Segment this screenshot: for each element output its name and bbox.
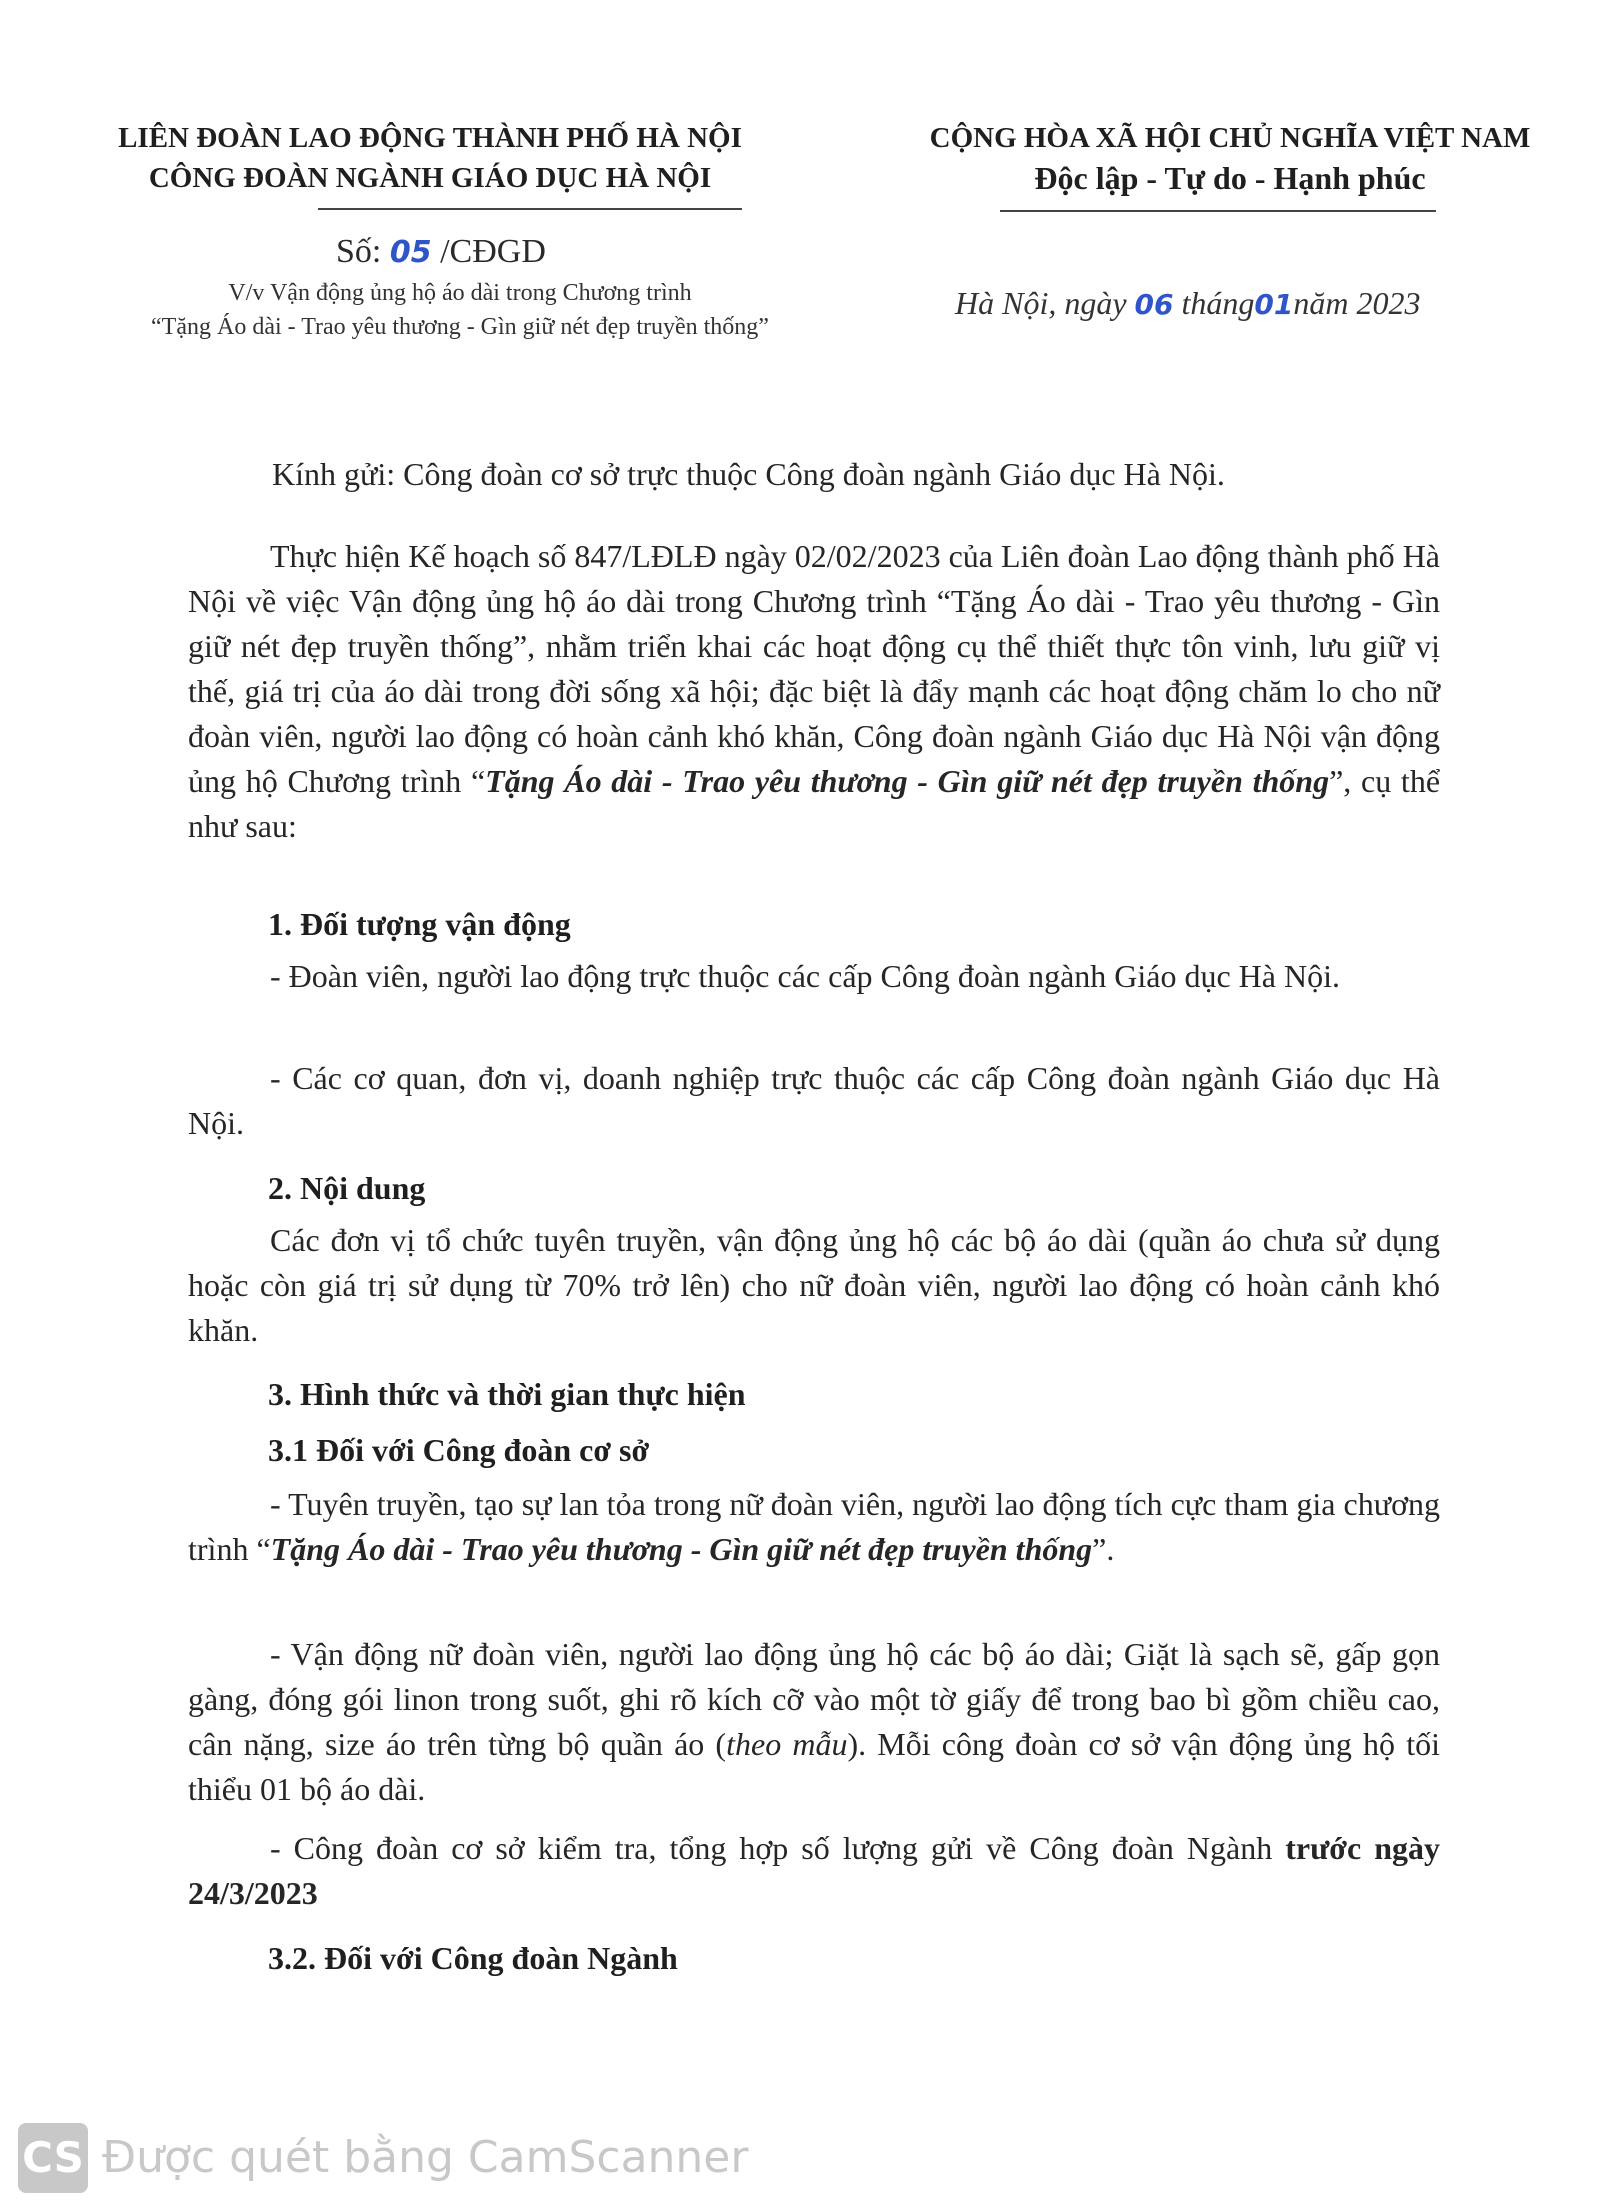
subject-line-2: “Tặng Áo dài - Trao yêu thương - Gìn giữ nét đẹp truyền thống”	[151, 314, 769, 340]
doc-number-suffix: /CĐGD	[440, 233, 546, 270]
issuer-line-1: LIÊN ĐOÀN LAO ĐỘNG THÀNH PHỐ HÀ NỘI	[118, 122, 742, 154]
item-text: - Tuyên truyền, tạo sự lan tỏa trong nữ đoàn viên, người lao động tích cực tham gia chương trình “	[188, 1486, 1440, 1567]
date-part-1: Hà Nội, ngày	[955, 285, 1127, 321]
issuer-line-2: CÔNG ĐOÀN NGÀNH GIÁO DỤC HÀ NỘI	[148, 162, 712, 194]
recipient-line: Kính gửi: Công đoàn cơ sở trực thuộc Công đoàn ngành Giáo dục Hà Nội.	[272, 456, 1225, 492]
program-name-emphasis: Tặng Áo dài - Trao yêu thương - Gìn giữ nét đẹp truyền thống	[485, 763, 1330, 799]
issuer-block	[100, 118, 760, 198]
subject-line-1: V/v Vận động ủng hộ áo dài trong Chương trình	[228, 280, 692, 306]
intro-text-end: ”, cụ thể như sau:	[188, 763, 1441, 844]
section-3-1-heading: 3.1 Đối với Công đoàn cơ sở	[268, 1432, 650, 1468]
item-text-end: ). Mỗi công đoàn cơ sở vận động ủng hộ tối thiểu 01 bộ áo dài.	[188, 1726, 1441, 1807]
document-number	[336, 228, 546, 277]
intro-paragraph	[188, 534, 1440, 849]
item-text: - Công đoàn cơ sở kiểm tra, tổng hợp số lượng gửi về Công đoàn Ngành	[270, 1830, 1286, 1866]
camscanner-watermark-text: Được quét bằng CamScanner	[102, 2132, 749, 2183]
item-text: - Vận động nữ đoàn viên, người lao động ủng hộ các bộ áo dài; Giặt là sạch sẽ, gấp gọn gàng, đóng gói linon trong suốt, ghi rõ kích cỡ vào một tờ giấy để trong bao bì gồm chiều cao, cân nặng, size áo trên từng bộ quần áo (	[188, 1636, 1440, 1762]
section-2-heading: 2. Nội dung	[268, 1170, 426, 1206]
item-text-end: ”.	[1092, 1531, 1115, 1567]
date-part-2: tháng	[1181, 285, 1255, 321]
section-1-item-1: - Đoàn viên, người lao động trực thuộc các cấp Công đoàn ngành Giáo dục Hà Nội.	[270, 958, 1340, 994]
subject-block	[70, 276, 850, 344]
deadline: trước ngày 24/3/2023	[188, 1830, 1441, 1911]
motto: Độc lập - Tự do - Hạnh phúc	[1034, 160, 1426, 196]
section-2-text: Các đơn vị tổ chức tuyên truyền, vận động ủng hộ các bộ áo dài (quần áo chưa sử dụng hoặc còn giá trị sử dụng từ 70% trở lên) cho nữ đoàn viên, người lao động có hoàn cảnh khó khăn.	[188, 1222, 1440, 1348]
doc-number-handwritten: 05	[389, 235, 432, 270]
section-3-1-item-1	[188, 1482, 1440, 1572]
intro-text: Thực hiện Kế hoạch số 847/LĐLĐ ngày 02/02/2023 của Liên đoàn Lao động thành phố Hà Nội về việc Vận động ủng hộ áo dài trong Chương trình “Tặng Áo dài - Trao yêu thương - Gìn giữ nét đẹp truyền thống”, nhằm triển khai các hoạt động cụ thể thiết thực tôn vinh, lưu giữ vị thế, giá trị của áo dài trong đời sống xã hội; đặc biệt là đẩy mạnh các hoạt động chăm lo cho nữ đoàn viên, người lao động có hoàn cảnh khó khăn, Công đoàn ngành Giáo dục Hà Nội vận động ủng hộ Chương trình “	[188, 538, 1440, 799]
issuer-underline	[318, 208, 742, 210]
program-name-emphasis: Tặng Áo dài - Trao yêu thương - Gìn giữ nét đẹp truyền thống	[270, 1531, 1093, 1567]
section-3-heading: 3. Hình thức và thời gian thực hiện	[268, 1376, 746, 1412]
template-note: theo mẫu	[726, 1726, 848, 1762]
camscanner-logo: CS	[18, 2123, 88, 2193]
issue-date	[955, 280, 1420, 328]
doc-number-prefix: Số:	[336, 233, 382, 270]
section-3-2-heading: 3.2. Đối với Công đoàn Ngành	[268, 1940, 678, 1976]
section-3-1-item-2	[188, 1632, 1440, 1812]
motto-underline	[1000, 210, 1436, 212]
nation-name: CỘNG HÒA XÃ HỘI CHỦ NGHĨA VIỆT NAM	[929, 122, 1531, 154]
date-day-handwritten: 06	[1134, 288, 1174, 321]
national-motto-block	[910, 118, 1550, 198]
section-1-heading: 1. Đối tượng vận động	[268, 906, 571, 942]
section-3-1-item-3	[188, 1826, 1440, 1916]
date-part-3: năm 2023	[1293, 285, 1421, 321]
date-month-handwritten: 01	[1254, 288, 1294, 321]
section-1-item-2: - Các cơ quan, đơn vị, doanh nghiệp trực thuộc các cấp Công đoàn ngành Giáo dục Hà Nội.	[188, 1060, 1440, 1141]
